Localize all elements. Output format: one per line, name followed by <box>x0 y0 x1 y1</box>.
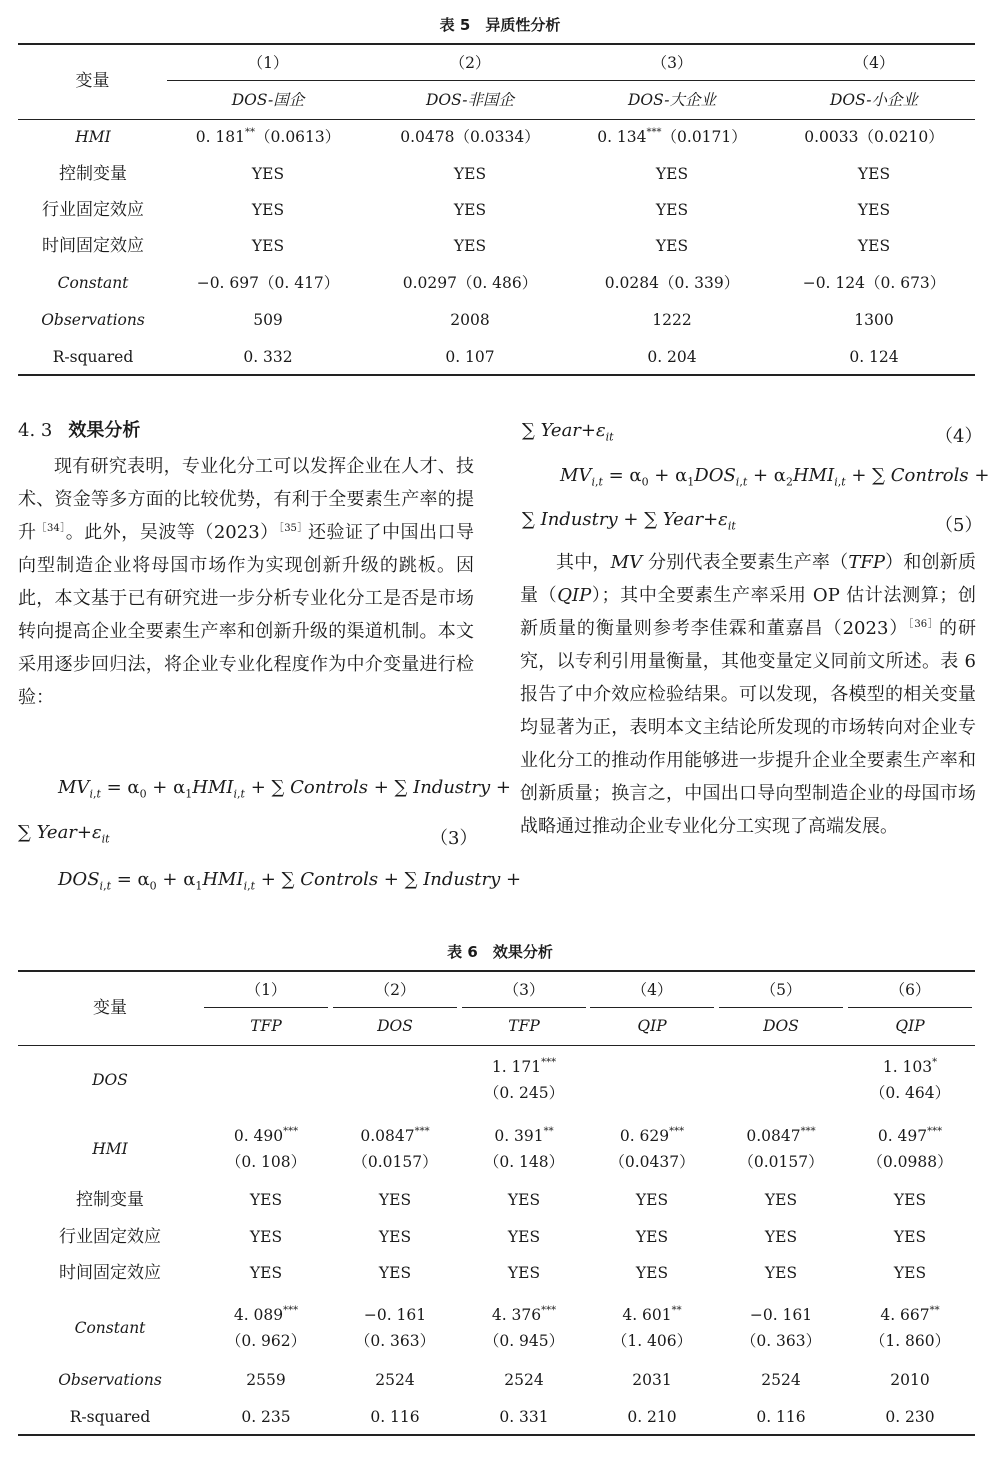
table6-hmi-se: （0.0157） <box>352 1153 438 1171</box>
table6-dos-coef <box>846 1057 974 1077</box>
section-title: 效果分析 <box>68 420 141 441</box>
table6-col-underline <box>462 1007 586 1008</box>
table6-yes-cell: YES <box>764 1264 798 1282</box>
table6-hmi-coef-value: 0. 490 <box>233 1127 284 1145</box>
paragraph-2-text-a: 其中， <box>556 552 611 573</box>
equation-3-number: （3） <box>430 828 478 849</box>
table6-const-coef-stars: *** <box>283 1305 299 1316</box>
table6-yes-cell: YES <box>507 1191 541 1209</box>
table6-obs-cell: 2524 <box>761 1371 801 1389</box>
table6-hmi-coef-stars: *** <box>669 1126 685 1137</box>
table6-r2-cell: 0. 230 <box>885 1408 935 1426</box>
equation-5-number: （5） <box>935 515 983 536</box>
table5-cell <box>779 236 969 256</box>
paragraph-2-mv: MV <box>610 552 643 573</box>
table5-col-name: DOS-国企 <box>231 91 305 109</box>
table6-yes-cell: YES <box>764 1191 798 1209</box>
table5-cell-value: YES <box>655 165 689 183</box>
table6-caption: 表 6 效果分析 <box>447 943 553 961</box>
table6-const-coef-stars: ** <box>929 1305 940 1316</box>
paragraph-2-tfp: TFP <box>848 552 885 573</box>
table5-cell-value: 0. 124 <box>849 348 899 366</box>
table6-const-coef-value: 4. 601 <box>622 1306 672 1324</box>
citation-35[interactable]: ［35］ <box>278 523 308 534</box>
table5-cell <box>577 200 767 220</box>
table6-hmi-coef-value: 0. 391 <box>494 1127 544 1145</box>
table5-col-name: DOS-大企业 <box>627 91 717 109</box>
table5-col-number: （2） <box>449 54 491 72</box>
table5-cell <box>173 164 363 184</box>
table5-col-name: DOS-小企业 <box>829 91 919 109</box>
table5-row-label: 控制变量 <box>59 164 127 184</box>
table6-hmi-se: （0. 148） <box>483 1153 565 1171</box>
table6-row-label: Observations <box>58 1371 162 1389</box>
table6-hmi-coef <box>846 1126 974 1146</box>
table5-mid-rule <box>18 119 975 120</box>
equation-4-number: （4） <box>935 426 983 447</box>
table5-cell-value: YES <box>251 165 285 183</box>
paragraph-1-text-c: 还验证了中国出口导向型制造企业将母国市场作为实现创新升级的跳板。因此，本文基于已有研究进一步分析专业化分工是否是市场转向提高企业全要素生产率和创新升级的渠道机制。本文采用逐步回归法，将企业专业化程度作为中介变量进行检验： <box>18 522 475 708</box>
table6-col-number: （4） <box>631 981 673 999</box>
table5-cell <box>577 164 767 184</box>
paragraph-2-text-e: 的研究，以专利引用量衡量，其他变量定义同前文所述。表 6 报告了中介效应检验结果。可以发现，各模型的相关变量均显著为正，表明本文主结论所发现的市场转向对企业专业化分工的推动作用能够进一步提升企业全要素生产率和创新质量；换言之，中国出口导向型制造企业的母国市场战略通过推动企业专业化分工实现了高端发展。 <box>520 618 976 837</box>
table5-cell-value: YES <box>453 201 487 219</box>
table5-cell-value: 0. 181 <box>195 128 246 146</box>
table6-hmi-coef-stars: *** <box>283 1126 299 1137</box>
table6-const-se: （0. 962） <box>225 1332 307 1350</box>
table5-cell <box>779 347 969 367</box>
table5-cell-value: 0.0297（0. 486） <box>402 274 538 292</box>
table5-cell-value: 0. 107 <box>445 348 495 366</box>
table5-col-underline <box>369 80 571 81</box>
table5-cell <box>577 310 767 330</box>
table6-yes-cell: YES <box>893 1264 927 1282</box>
table5-cell-value: 2008 <box>450 311 490 329</box>
equation-3-line2: ∑ $Year+\varepsilon_{it}$ <box>18 822 110 846</box>
table5-cell <box>375 127 565 147</box>
table5-cell-se: （0.0171） <box>661 128 747 146</box>
table6-col-underline <box>719 1007 843 1008</box>
equation-5-line1: $MV_{i,t} = \alpha_0 + \alpha_1DOS_{i,t} + \alpha_2HMI_{i,t}$ + ∑ Controls + <box>560 465 990 489</box>
table6-col-name: DOS <box>763 1017 799 1035</box>
table6-const-coef <box>460 1305 588 1325</box>
table6-const-se: （0. 363） <box>740 1332 822 1350</box>
section-number: 4. 3 <box>18 420 53 441</box>
table5-cell <box>577 236 767 256</box>
table5-cell-value: 0. 204 <box>647 348 697 366</box>
table5-cell-value: −0. 124（0. 673） <box>802 274 946 292</box>
table6-hmi-coef-stars: *** <box>927 1126 943 1137</box>
table5-cell-value: 0.0033（0.0210） <box>804 128 944 146</box>
table6-yes-cell: YES <box>378 1191 412 1209</box>
table5-col-underline <box>571 80 773 81</box>
table6-r2-cell: 0. 331 <box>499 1408 549 1426</box>
table6-hmi-coef-value: 0. 497 <box>877 1127 928 1145</box>
table6-r2-cell: 0. 116 <box>756 1408 806 1426</box>
table5-cell <box>173 347 363 367</box>
table6-hmi-se: （0.0437） <box>609 1153 695 1171</box>
table6-yes-cell: YES <box>249 1191 283 1209</box>
table6-yes-cell: YES <box>893 1228 927 1246</box>
table6-dos-coef <box>460 1057 588 1077</box>
table5-cell-value: YES <box>453 237 487 255</box>
table5-cell <box>577 273 767 293</box>
table5-cell-value: 0. 134 <box>597 128 647 146</box>
table6-hmi-coef-value: 0. 629 <box>619 1127 670 1145</box>
table5-cell-value: −0. 697（0. 417） <box>196 274 340 292</box>
table5-cell-value: YES <box>655 237 689 255</box>
table6-const-coef-stars: *** <box>541 1305 557 1316</box>
paragraph-1-text-b: 。此外，吴波等（2023） <box>65 522 279 543</box>
table6-row-label: DOS <box>92 1071 128 1089</box>
table6-dos-se: （0. 245） <box>483 1084 565 1102</box>
table6-hmi-se: （0.0988） <box>867 1153 953 1171</box>
table6-const-coef-value: 4. 376 <box>491 1306 542 1324</box>
table6-col-name: TFP <box>508 1017 540 1035</box>
table6-yes-cell: YES <box>249 1228 283 1246</box>
table6-top-rule <box>18 970 975 972</box>
table6-row-label: 时间固定效应 <box>59 1263 161 1283</box>
table5-cell-value: YES <box>857 201 891 219</box>
table6-col-underline <box>204 1007 328 1008</box>
table5-cell-value: YES <box>251 201 285 219</box>
table6-hmi-coef <box>588 1126 716 1146</box>
table6-col-underline <box>333 1007 457 1008</box>
table6-hmi-se: （0. 108） <box>225 1153 307 1171</box>
table6-const-coef-value: −0. 161 <box>363 1306 427 1324</box>
table6-hmi-coef-stars: ** <box>543 1126 554 1137</box>
table6-const-coef <box>717 1305 845 1325</box>
table5-cell <box>779 164 969 184</box>
table6-hmi-coef <box>460 1126 588 1146</box>
table6-const-se: （1. 860） <box>869 1332 951 1350</box>
table5-var-header: 变量 <box>75 71 110 91</box>
table5-row-label: Observations <box>41 311 145 329</box>
table5-cell <box>577 347 767 367</box>
table5-cell <box>375 236 565 256</box>
table5-cell <box>779 310 969 330</box>
table6-obs-cell: 2031 <box>632 1371 672 1389</box>
table5-col-underline <box>167 80 369 81</box>
table5-cell-value: 1300 <box>854 311 894 329</box>
table6-obs-cell: 2559 <box>246 1371 286 1389</box>
table5-cell-value: 0.0478（0.0334） <box>400 128 540 146</box>
table5-cell-value: 0.0284（0. 339） <box>604 274 740 292</box>
table6-const-se: （0. 363） <box>354 1332 436 1350</box>
paragraph-1 <box>18 450 474 714</box>
table6-yes-cell: YES <box>764 1228 798 1246</box>
table6-r2-cell: 0. 210 <box>627 1408 677 1426</box>
table5-cell-value: YES <box>655 201 689 219</box>
table5-row-label: 时间固定效应 <box>42 236 144 256</box>
table6-hmi-coef-stars: *** <box>414 1126 430 1137</box>
section-heading <box>18 416 140 442</box>
table5-col-number: （1） <box>247 54 289 72</box>
table6-col-name: TFP <box>250 1017 282 1035</box>
paragraph-2-text-b: 分别代表全要素生产率（ <box>642 552 849 573</box>
citation-36[interactable]: ［36］ <box>908 619 940 630</box>
table5-row-label: 行业固定效应 <box>42 200 144 220</box>
table5-bottom-rule <box>18 374 975 376</box>
table6-hmi-coef <box>331 1126 459 1146</box>
table6-yes-cell: YES <box>635 1191 669 1209</box>
table5-row-label: Constant <box>57 274 129 292</box>
table5-cell-value: YES <box>453 165 487 183</box>
table6-dos-coef-stars: * <box>932 1057 938 1068</box>
table6-col-number: （1） <box>245 981 287 999</box>
table5-cell-stars: ** <box>245 127 256 138</box>
table5-cell <box>375 164 565 184</box>
equation-5-line2: ∑ Industry + ∑ $Year+\varepsilon_{it}$ <box>522 509 736 533</box>
table6-const-coef <box>588 1305 716 1325</box>
table5-cell <box>779 273 969 293</box>
table6-yes-cell: YES <box>893 1191 927 1209</box>
table5-cell-value: 0. 332 <box>243 348 293 366</box>
table5-cell-value: 1222 <box>652 311 692 329</box>
table6-yes-cell: YES <box>507 1228 541 1246</box>
table6-hmi-coef-stars: *** <box>800 1126 816 1137</box>
table5-caption: 表 5 异质性分析 <box>439 16 561 34</box>
table5-cell <box>173 273 363 293</box>
equation-3-line1: $MV_{i,t} = \alpha_0 + \alpha_1HMI_{i,t}$ + ∑ Controls + ∑ Industry + <box>58 777 511 801</box>
table6-dos-coef-stars: *** <box>541 1057 557 1068</box>
table5-cell <box>173 310 363 330</box>
table6-yes-cell: YES <box>635 1228 669 1246</box>
table5-cell-value: YES <box>251 237 285 255</box>
table6-yes-cell: YES <box>635 1264 669 1282</box>
table6-bottom-rule <box>18 1434 975 1436</box>
table5-cell <box>779 127 969 147</box>
table5-cell-value: 509 <box>253 311 283 329</box>
table6-row-label: Constant <box>74 1319 146 1337</box>
table6-const-coef-stars: ** <box>671 1305 682 1316</box>
table6-hmi-coef <box>717 1126 845 1146</box>
table5-col-underline <box>773 80 975 81</box>
table6-dos-se: （0. 464） <box>869 1084 951 1102</box>
table5-cell <box>173 200 363 220</box>
table6-const-coef-value: 4. 089 <box>233 1306 284 1324</box>
table5-cell <box>173 127 363 147</box>
table6-row-label: 行业固定效应 <box>59 1227 161 1247</box>
table6-mid-rule <box>18 1045 975 1046</box>
table6-col-name: DOS <box>377 1017 413 1035</box>
equation-4-line2: ∑ $Year+\varepsilon_{it}$ <box>522 420 614 444</box>
table6-yes-cell: YES <box>507 1264 541 1282</box>
table6-obs-cell: 2524 <box>375 1371 415 1389</box>
table6-const-se: （1. 406） <box>611 1332 693 1350</box>
table6-col-number: （2） <box>374 981 416 999</box>
table6-yes-cell: YES <box>378 1264 412 1282</box>
citation-34[interactable]: ［34］ <box>36 523 66 534</box>
paragraph-2-text-c: ）和创新质量（ <box>520 552 977 606</box>
table6-hmi-coef <box>202 1126 330 1146</box>
table6-row-label: 控制变量 <box>76 1190 144 1210</box>
table6-const-coef <box>331 1305 459 1325</box>
paragraph-2 <box>520 546 976 843</box>
table5-top-rule <box>18 43 975 45</box>
table6-col-name: QIP <box>895 1017 925 1035</box>
table6-col-underline <box>848 1007 972 1008</box>
table6-col-number: （6） <box>889 981 931 999</box>
table5-cell <box>375 310 565 330</box>
table6-col-number: （3） <box>503 981 545 999</box>
table6-hmi-coef-value: 0.0847 <box>746 1127 801 1145</box>
equation-4-line1: $DOS_{i,t} = \alpha_0 + \alpha_1HMI_{i,t}$ + ∑ Controls + ∑ Industry + <box>58 869 522 893</box>
table6-row-label: HMI <box>92 1140 128 1158</box>
table6-hmi-se: （0.0157） <box>738 1153 824 1171</box>
paragraph-2-qip: QIP <box>557 585 592 606</box>
table5-cell-value: YES <box>857 237 891 255</box>
table5-col-number: （3） <box>651 54 693 72</box>
table6-r2-cell: 0. 235 <box>241 1408 291 1426</box>
table5-col-name: DOS-非国企 <box>425 91 515 109</box>
table5-cell <box>779 200 969 220</box>
table5-cell <box>173 236 363 256</box>
table6-yes-cell: YES <box>378 1228 412 1246</box>
table6-obs-cell: 2010 <box>890 1371 930 1389</box>
table5-cell <box>375 273 565 293</box>
table5-row-label: R-squared <box>52 348 134 366</box>
table6-hmi-coef-value: 0.0847 <box>360 1127 415 1145</box>
table6-dos-coef-value: 1. 103 <box>882 1058 933 1076</box>
table5-cell <box>577 127 767 147</box>
table6-var-header: 变量 <box>93 998 127 1018</box>
table5-row-label: HMI <box>75 128 111 146</box>
table6-const-coef <box>846 1305 974 1325</box>
table6-const-coef-value: 4. 667 <box>880 1306 930 1324</box>
table6-const-coef-value: −0. 161 <box>749 1306 813 1324</box>
table6-yes-cell: YES <box>249 1264 283 1282</box>
table6-r2-cell: 0. 116 <box>370 1408 420 1426</box>
paragraph-2-text-d: ）；其中全要素生产率采用 OP 估计法测算；创新质量的衡量则参考李佳霖和董嘉昌（2023） <box>520 585 976 639</box>
table5-cell-se: （0.0613） <box>255 128 341 146</box>
table5-cell-value: YES <box>857 165 891 183</box>
table5-cell <box>375 347 565 367</box>
table6-col-name: QIP <box>637 1017 667 1035</box>
table5-cell <box>375 200 565 220</box>
table6-row-label: R-squared <box>69 1408 151 1426</box>
table6-dos-coef-value: 1. 171 <box>491 1058 542 1076</box>
table6-col-underline <box>590 1007 714 1008</box>
table6-obs-cell: 2524 <box>504 1371 544 1389</box>
table6-const-se: （0. 945） <box>483 1332 565 1350</box>
table6-col-number: （5） <box>760 981 802 999</box>
table5-col-number: （4） <box>853 54 895 72</box>
table6-const-coef <box>202 1305 330 1325</box>
table5-cell-stars: *** <box>646 127 662 138</box>
paragraph-1-text: 现有研究表明，专业化分工可以发挥企业在人才、技术、资金等多方面的比较优势，有利于全要素生产率的提升 <box>18 456 474 543</box>
